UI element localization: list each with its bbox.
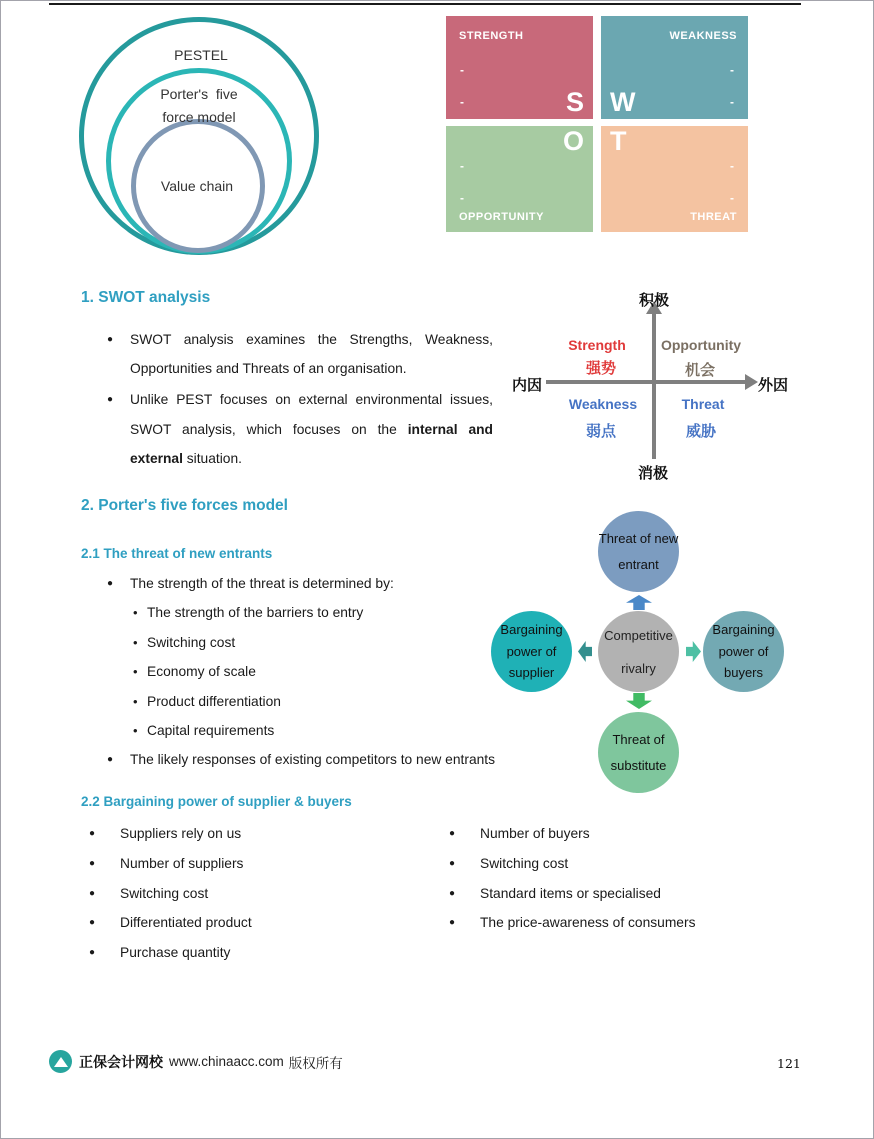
list-item (449, 819, 809, 849)
left-block-arrow-icon (578, 641, 592, 662)
section2-2-right-bullets (449, 819, 809, 938)
list-item (107, 385, 493, 473)
bullet-icon: • (133, 634, 138, 650)
bullet-icon: ● (107, 394, 114, 406)
strength-en-label: Strength (568, 337, 626, 353)
threat-en-label: Threat (681, 396, 725, 412)
bullet-text: The likely responses of existing competitors to new entrants (130, 752, 496, 768)
bullet-text: Switching cost (120, 885, 209, 901)
threat-quadrant (601, 126, 748, 232)
bullet-text: Purchase quantity (120, 945, 231, 961)
supplier-power-circle (491, 611, 572, 692)
circle-text: Threat of new entrant (598, 530, 679, 572)
bullet-text: SWOT analysis examines the Strengths, Weakness, Opportunities and Threats of an organisation. (130, 332, 493, 377)
list-item (89, 938, 439, 968)
list-item (449, 849, 809, 879)
vertical-axis (652, 312, 656, 459)
opportunity-en-label: Opportunity (660, 337, 742, 353)
five-forces-label-line1: Porter's five (160, 86, 238, 102)
strength-quadrant (446, 16, 593, 119)
bullet-icon: ● (89, 887, 96, 899)
swot-letter-t: T (610, 126, 627, 156)
dash: - (460, 159, 464, 173)
circle-text: Threat of substitute (610, 731, 667, 773)
threat-substitute-circle (598, 712, 679, 793)
opportunity-label: OPPORTUNITY (459, 211, 544, 223)
bullet-icon: • (133, 664, 138, 680)
list-item (89, 819, 439, 849)
buyer-power-circle (703, 611, 784, 692)
list-item (133, 628, 537, 657)
threat-label: THREAT (690, 211, 737, 223)
horizontal-axis (546, 380, 747, 384)
axis-bottom-label: 消极 (638, 465, 669, 482)
bullet-text-bold: internal and external (130, 421, 493, 466)
bullet-icon: ● (89, 857, 96, 869)
right-arrowhead-icon (745, 374, 758, 390)
strength-label: STRENGTH (459, 30, 524, 42)
footer-copyright: 版权所有 (288, 1055, 343, 1071)
header-rule (49, 3, 801, 5)
five-forces-label-line2: force model (162, 109, 236, 125)
list-item (133, 716, 537, 745)
bullet-text: Switching cost (480, 855, 569, 871)
swot-letter-w: W (610, 87, 636, 117)
bullet-text: Product differentiation (147, 693, 281, 709)
brand-name: 正保会计网校 (79, 1053, 163, 1070)
list-item (89, 908, 439, 938)
dash: - (730, 159, 734, 173)
opportunity-zh-label: 机会 (684, 362, 715, 379)
circle-text: Bargaining power of supplier (500, 622, 563, 681)
value-chain-label: Value chain (160, 178, 234, 194)
section1-bullets (107, 325, 493, 475)
bullet-text: Number of buyers (480, 826, 590, 841)
bullet-text: Capital requirements (147, 723, 275, 739)
bullet-text: Switching cost (147, 634, 236, 650)
bullet-text: Suppliers rely on us (120, 826, 242, 841)
dash: - (460, 63, 464, 77)
down-block-arrow-icon (626, 693, 652, 709)
threat-zh-label: 威胁 (685, 423, 716, 440)
bullet-text: The strength of the threat is determined by: (130, 576, 394, 591)
bullet-icon: ● (449, 828, 456, 839)
axis-right-label: 外因 (758, 377, 789, 394)
list-item (133, 598, 537, 627)
weakness-en-label: Weakness (568, 396, 638, 412)
section1-title: 1. SWOT analysis (81, 289, 211, 306)
footer (49, 1050, 343, 1073)
dash: - (730, 95, 734, 109)
pestel-label: PESTEL (174, 47, 228, 63)
bullet-icon: ● (107, 578, 114, 589)
footer-url: www.chinaacc.com (169, 1054, 284, 1069)
section2-1-title: 2.1 The threat of new entrants (81, 546, 273, 561)
competitive-rivalry-circle (598, 611, 679, 692)
list-item (89, 849, 439, 879)
list-item (449, 908, 809, 938)
bullet-text: The strength of the barriers to entry (147, 605, 364, 621)
bullet-icon: ● (107, 334, 114, 345)
section2-2-title: 2.2 Bargaining power of supplier & buyers (81, 794, 352, 809)
bullet-icon: • (133, 693, 138, 709)
swot-letter-o: O (562, 126, 584, 156)
bullet-text (130, 385, 493, 473)
bullet-icon: ● (449, 887, 456, 899)
bullet-text: Number of suppliers (120, 855, 244, 871)
bullet-text-normal: situation. (182, 450, 242, 466)
dash: - (460, 95, 464, 109)
list-item (107, 325, 493, 383)
bullet-icon: ● (89, 828, 96, 839)
circle-text: Competitive rivalry (604, 627, 673, 676)
up-block-arrow-icon (626, 595, 652, 610)
weakness-quadrant (601, 16, 748, 119)
weakness-label: WEAKNESS (669, 30, 737, 42)
chinaacc-logo-icon (49, 1050, 72, 1073)
dash: - (460, 191, 464, 205)
list-item (107, 745, 537, 774)
list-item (133, 687, 537, 716)
bullet-text: The price-awareness of consumers (480, 915, 696, 931)
section2-2-left-bullets (89, 819, 439, 968)
list-item (449, 879, 809, 909)
bullet-icon: ● (89, 947, 96, 959)
section2-title: 2. Porter's five forces model (81, 497, 288, 514)
strength-zh-label: 强势 (585, 360, 616, 377)
bullet-text: Differentiated product (120, 915, 252, 931)
bullet-text: Standard items or specialised (480, 885, 661, 901)
bullet-icon: ● (107, 754, 114, 766)
list-item (89, 879, 439, 909)
right-block-arrow-icon (686, 641, 701, 662)
bullet-icon: ● (449, 857, 456, 869)
list-item (133, 657, 537, 686)
axis-left-label: 内因 (512, 377, 543, 394)
circle-text: Bargaining power of buyers (712, 622, 775, 681)
page-number: 121 (777, 1056, 801, 1071)
bullet-icon: ● (449, 917, 456, 929)
bullet-text: Economy of scale (147, 664, 256, 680)
bullet-icon: • (133, 723, 138, 739)
opportunity-quadrant (446, 126, 593, 232)
threat-new-entrant-circle (598, 511, 679, 592)
list-item (107, 569, 537, 598)
dash: - (730, 191, 734, 205)
bullet-icon: • (133, 605, 138, 621)
axis-top-label: 积极 (639, 292, 670, 309)
swot-letter-s: S (565, 87, 584, 117)
bullet-icon: ● (89, 917, 96, 929)
swot-grid (446, 16, 748, 232)
bullet-text-normal: Unlike PEST focuses on external environmental issues, SWOT analysis, which focuses on the (130, 392, 493, 437)
weakness-zh-label: 弱点 (585, 423, 616, 440)
section2-1-bullets (107, 569, 537, 775)
dash: - (730, 63, 734, 77)
